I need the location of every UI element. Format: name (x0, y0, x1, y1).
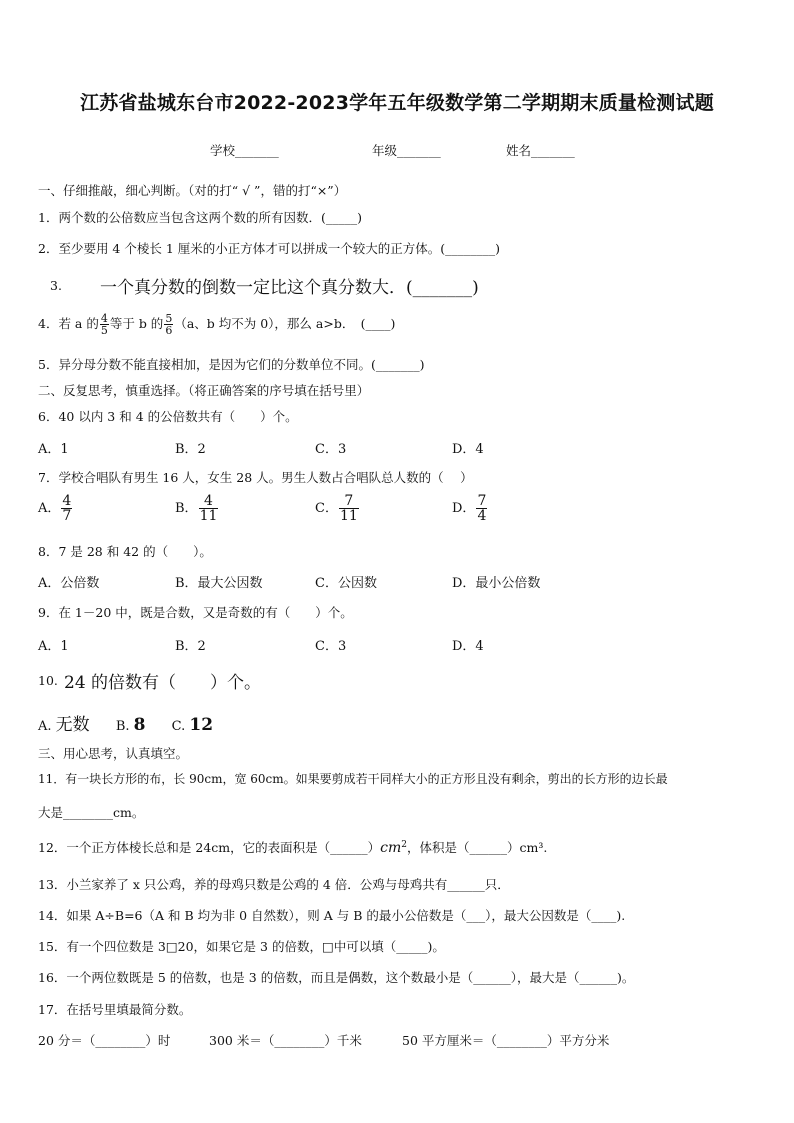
question-11-line2: 大是________cm。 (38, 805, 145, 820)
q9-option-d: D．4 (452, 639, 484, 654)
q17-item-c: 50 平方厘米＝（________）平方分米 (402, 1033, 610, 1048)
q10-options (38, 710, 213, 735)
q12-pre: 12．一个正方体棱长总和是 24cm，它的表面积是（______） (38, 840, 381, 855)
question-6: 6．40 以内 3 和 4 的公倍数共有（ ）个。 (38, 409, 298, 424)
q7-option-c: C． $\frac{7}{11}$ (315, 493, 358, 524)
question-15: 15．有一个四位数是 3□20，如果它是 3 的倍数，□中可以填（_____)。 (38, 939, 445, 954)
question-12 (38, 838, 547, 856)
question-5: 5．异分母分数不能直接相加，是因为它们的分数单位不同。(_______) (38, 357, 425, 372)
question-8: 8．7 是 28 和 42 的（ ）。 (38, 544, 212, 559)
q10-option-c: 12 (189, 715, 214, 735)
question-14: 14．如果 A÷B=6（A 和 B 均为非 0 自然数），则 A 与 B 的最小公倍数是（___），最大公因数是（____). (38, 908, 626, 923)
q9-option-a: A．1 (38, 639, 69, 654)
q9-option-c: C．3 (315, 639, 347, 654)
q17-item-b: 300 米＝（________）千米 (209, 1033, 362, 1048)
q4-fraction-b: $\frac{5}{6}$ (165, 312, 173, 337)
q6-option-c: C．3 (315, 442, 347, 457)
question-10-text: 24 的倍数有（ ）个。 (64, 673, 262, 693)
q8-option-b: B．最大公因数 (175, 576, 263, 591)
question-17: 17．在括号里填最简分数。 (38, 1002, 192, 1017)
q4-pre: 4．若 a 的 (38, 316, 99, 331)
question-3-text: 一个真分数的倒数一定比这个真分数大．(_______) (100, 278, 479, 298)
q10-option-b-label: B. (115, 719, 130, 734)
question-13: 13．小兰家养了 x 只公鸡，养的母鸡只数是公鸡的 4 倍．公鸡与母鸡共有______只． (38, 877, 510, 892)
q4-post: （a、b 均不为 0），那么 a>b． (____) (174, 316, 396, 331)
q8-option-c: C．公因数 (315, 576, 377, 591)
question-11-line1: 11．有一块长方形的布，长 90cm，宽 60cm。如果要剪成若干同样大小的正方形且没有剩余，剪出的长方形的边长最 (38, 772, 668, 786)
page-title: 江苏省盐城东台市2022-2023学年五年级数学第二学期期末质量检测试题 (80, 92, 714, 114)
q10-option-a: 无数 (55, 715, 90, 735)
q4-fraction-a: $\frac{4}{5}$ (100, 312, 108, 337)
section1-heading: 一、仔细推敲，细心判断。（对的打“ √ ”，错的打“×”） (38, 183, 347, 198)
q7-option-d: D． $\frac{7}{4}$ (452, 493, 487, 524)
q12-exponent: 2 (401, 839, 407, 850)
question-7: 7．学校合唱队有男生 16 人，女生 28 人。男生人数占合唱队总人数的（ ） (38, 470, 473, 485)
q10-option-a-label: A. (38, 719, 52, 734)
q6-option-b: B．2 (175, 442, 206, 457)
question-3-number: 3. (50, 278, 62, 293)
question-2: 2．至少要用 4 个棱长 1 厘米的小正方体才可以拼成一个较大的正方体。(________) (38, 241, 501, 256)
q6-option-a: A．1 (38, 442, 69, 457)
q17-item-a: 20 分＝（________）时 (38, 1033, 171, 1048)
q7-option-b: B． $\frac{4}{11}$ (175, 493, 218, 524)
q10-option-c-label: C. (171, 719, 186, 734)
question-4 (38, 313, 395, 336)
question-1: 1．两个数的公倍数应当包含这两个数的所有因数．(_____) (38, 210, 362, 225)
q8-option-a: A．公倍数 (38, 576, 100, 591)
section3-heading: 三、用心思考，认真填空。 (38, 746, 189, 761)
q4-mid: 等于 b 的 (109, 316, 164, 331)
question-16: 16．一个两位数既是 5 的倍数，也是 3 的倍数，而且是偶数，这个数最小是（______），最大是（______)。 (38, 970, 635, 985)
q9-option-b: B．2 (175, 639, 206, 654)
q6-option-d: D．4 (452, 442, 484, 457)
q10-option-b: 8 (133, 715, 146, 735)
section2-heading: 二、反复思考，慎重选择。（将正确答案的序号填在括号里） (38, 383, 370, 398)
name-field: 姓名_______ (506, 143, 575, 158)
q8-option-d: D．最小公倍数 (452, 576, 541, 591)
question-9: 9．在 1－20 中，既是合数，又是奇数的有（ ）个。 (38, 605, 353, 620)
q7-option-a: A． $\frac{4}{7}$ (38, 493, 72, 524)
school-field: 学校_______ (210, 143, 279, 158)
q12-post: ，体积是（______）cm³. (407, 840, 548, 855)
question-10-number: 10. (38, 673, 58, 688)
grade-field: 年级_______ (372, 143, 441, 158)
q12-unit: cm (380, 840, 402, 856)
